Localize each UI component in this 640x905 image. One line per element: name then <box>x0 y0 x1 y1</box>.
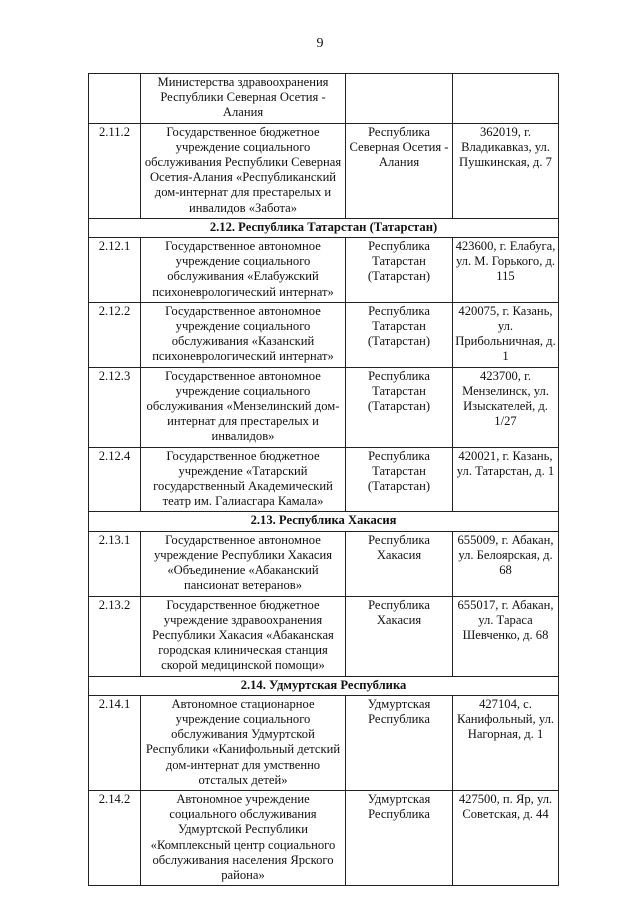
region: Удмуртская Республика <box>346 790 453 885</box>
address: 655017, г. Абакан, ул. Тараса Шевченко, д. 68 <box>453 596 559 676</box>
table-row <box>89 302 559 367</box>
section-row <box>89 512 559 531</box>
section-row <box>89 218 559 237</box>
row-number <box>89 74 141 124</box>
address: 423700, г. Мензелинск, ул. Изыскателей, д. 1/27 <box>453 367 559 447</box>
institution-name: Государственное бюджетное учреждение «Татарский государственный Академический театр им. Галиасгара Камала» <box>141 447 346 512</box>
row-number: 2.12.3 <box>89 367 141 447</box>
region <box>346 74 453 124</box>
institution-name: Государственное автономное учреждение Республики Хакасия «Объединение «Абаканский пансионат ветеранов» <box>141 531 346 596</box>
region: Республика Татарстан (Татарстан) <box>346 447 453 512</box>
page-number: 9 <box>316 36 324 51</box>
row-number: 2.12.1 <box>89 238 141 303</box>
table-row <box>89 447 559 512</box>
address: 420075, г. Казань, ул. Прибольничная, д. 1 <box>453 302 559 367</box>
section-heading: 2.13. Республика Хакасия <box>89 512 559 531</box>
row-number: 2.11.2 <box>89 123 141 218</box>
table-row <box>89 123 559 218</box>
region: Республика Северная Осетия - Алания <box>346 123 453 218</box>
table-row <box>89 367 559 447</box>
region: Республика Хакасия <box>346 531 453 596</box>
region: Республика Татарстан (Татарстан) <box>346 238 453 303</box>
institution-name: Автономное стационарное учреждение социального обслуживания Удмуртской Республики «Канифольный детский дом-интернат для умственно отсталых детей» <box>141 695 346 790</box>
address: 420021, г. Казань, ул. Татарстан, д. 1 <box>453 447 559 512</box>
address: 423600, г. Елабуга, ул. М. Горького, д. 115 <box>453 238 559 303</box>
table-row <box>89 695 559 790</box>
section-row <box>89 676 559 695</box>
section-heading: 2.14. Удмуртская Республика <box>89 676 559 695</box>
table-row <box>89 790 559 885</box>
table-row <box>89 238 559 303</box>
address <box>453 74 559 124</box>
table-row <box>89 531 559 596</box>
institution-name: Государственное бюджетное учреждение здравоохранения Республики Хакасия «Абаканская городская клиническая станция скорой медицинской помощи» <box>141 596 346 676</box>
institution-name: Государственное автономное учреждение социального обслуживания «Мензелинский дом-интернат для престарелых и инвалидов» <box>141 367 346 447</box>
table-row <box>89 74 559 124</box>
region: Удмуртская Республика <box>346 695 453 790</box>
region: Республика Татарстан (Татарстан) <box>346 302 453 367</box>
row-number: 2.12.2 <box>89 302 141 367</box>
address: 427500, п. Яр, ул. Советская, д. 44 <box>453 790 559 885</box>
region: Республика Татарстан (Татарстан) <box>346 367 453 447</box>
institution-name: Государственное автономное учреждение социального обслуживания «Казанский психоневрологический интернат» <box>141 302 346 367</box>
table-row <box>89 596 559 676</box>
address: 655009, г. Абакан, ул. Белоярская, д. 68 <box>453 531 559 596</box>
row-number: 2.12.4 <box>89 447 141 512</box>
region: Республика Хакасия <box>346 596 453 676</box>
institution-name: Государственное бюджетное учреждение социального обслуживания Республики Северная Осетия-Алания «Республиканский дом-интернат для престарелых и инвалидов «Забота» <box>141 123 346 218</box>
institution-name: Министерства здравоохранения Республики Северная Осетия - Алания <box>141 74 346 124</box>
address: 427104, с. Канифольный, ул. Нагорная, д. 1 <box>453 695 559 790</box>
row-number: 2.13.2 <box>89 596 141 676</box>
section-heading: 2.12. Республика Татарстан (Татарстан) <box>89 218 559 237</box>
institution-name: Государственное автономное учреждение социального обслуживания «Елабужский психоневрологический интернат» <box>141 238 346 303</box>
row-number: 2.14.1 <box>89 695 141 790</box>
institutions-table <box>88 73 559 886</box>
row-number: 2.13.1 <box>89 531 141 596</box>
row-number: 2.14.2 <box>89 790 141 885</box>
address: 362019, г. Владикавказ, ул. Пушкинская, д. 7 <box>453 123 559 218</box>
institution-name: Автономное учреждение социального обслуживания Удмуртской Республики «Комплексный центр социального обслуживания населения Ярского района» <box>141 790 346 885</box>
